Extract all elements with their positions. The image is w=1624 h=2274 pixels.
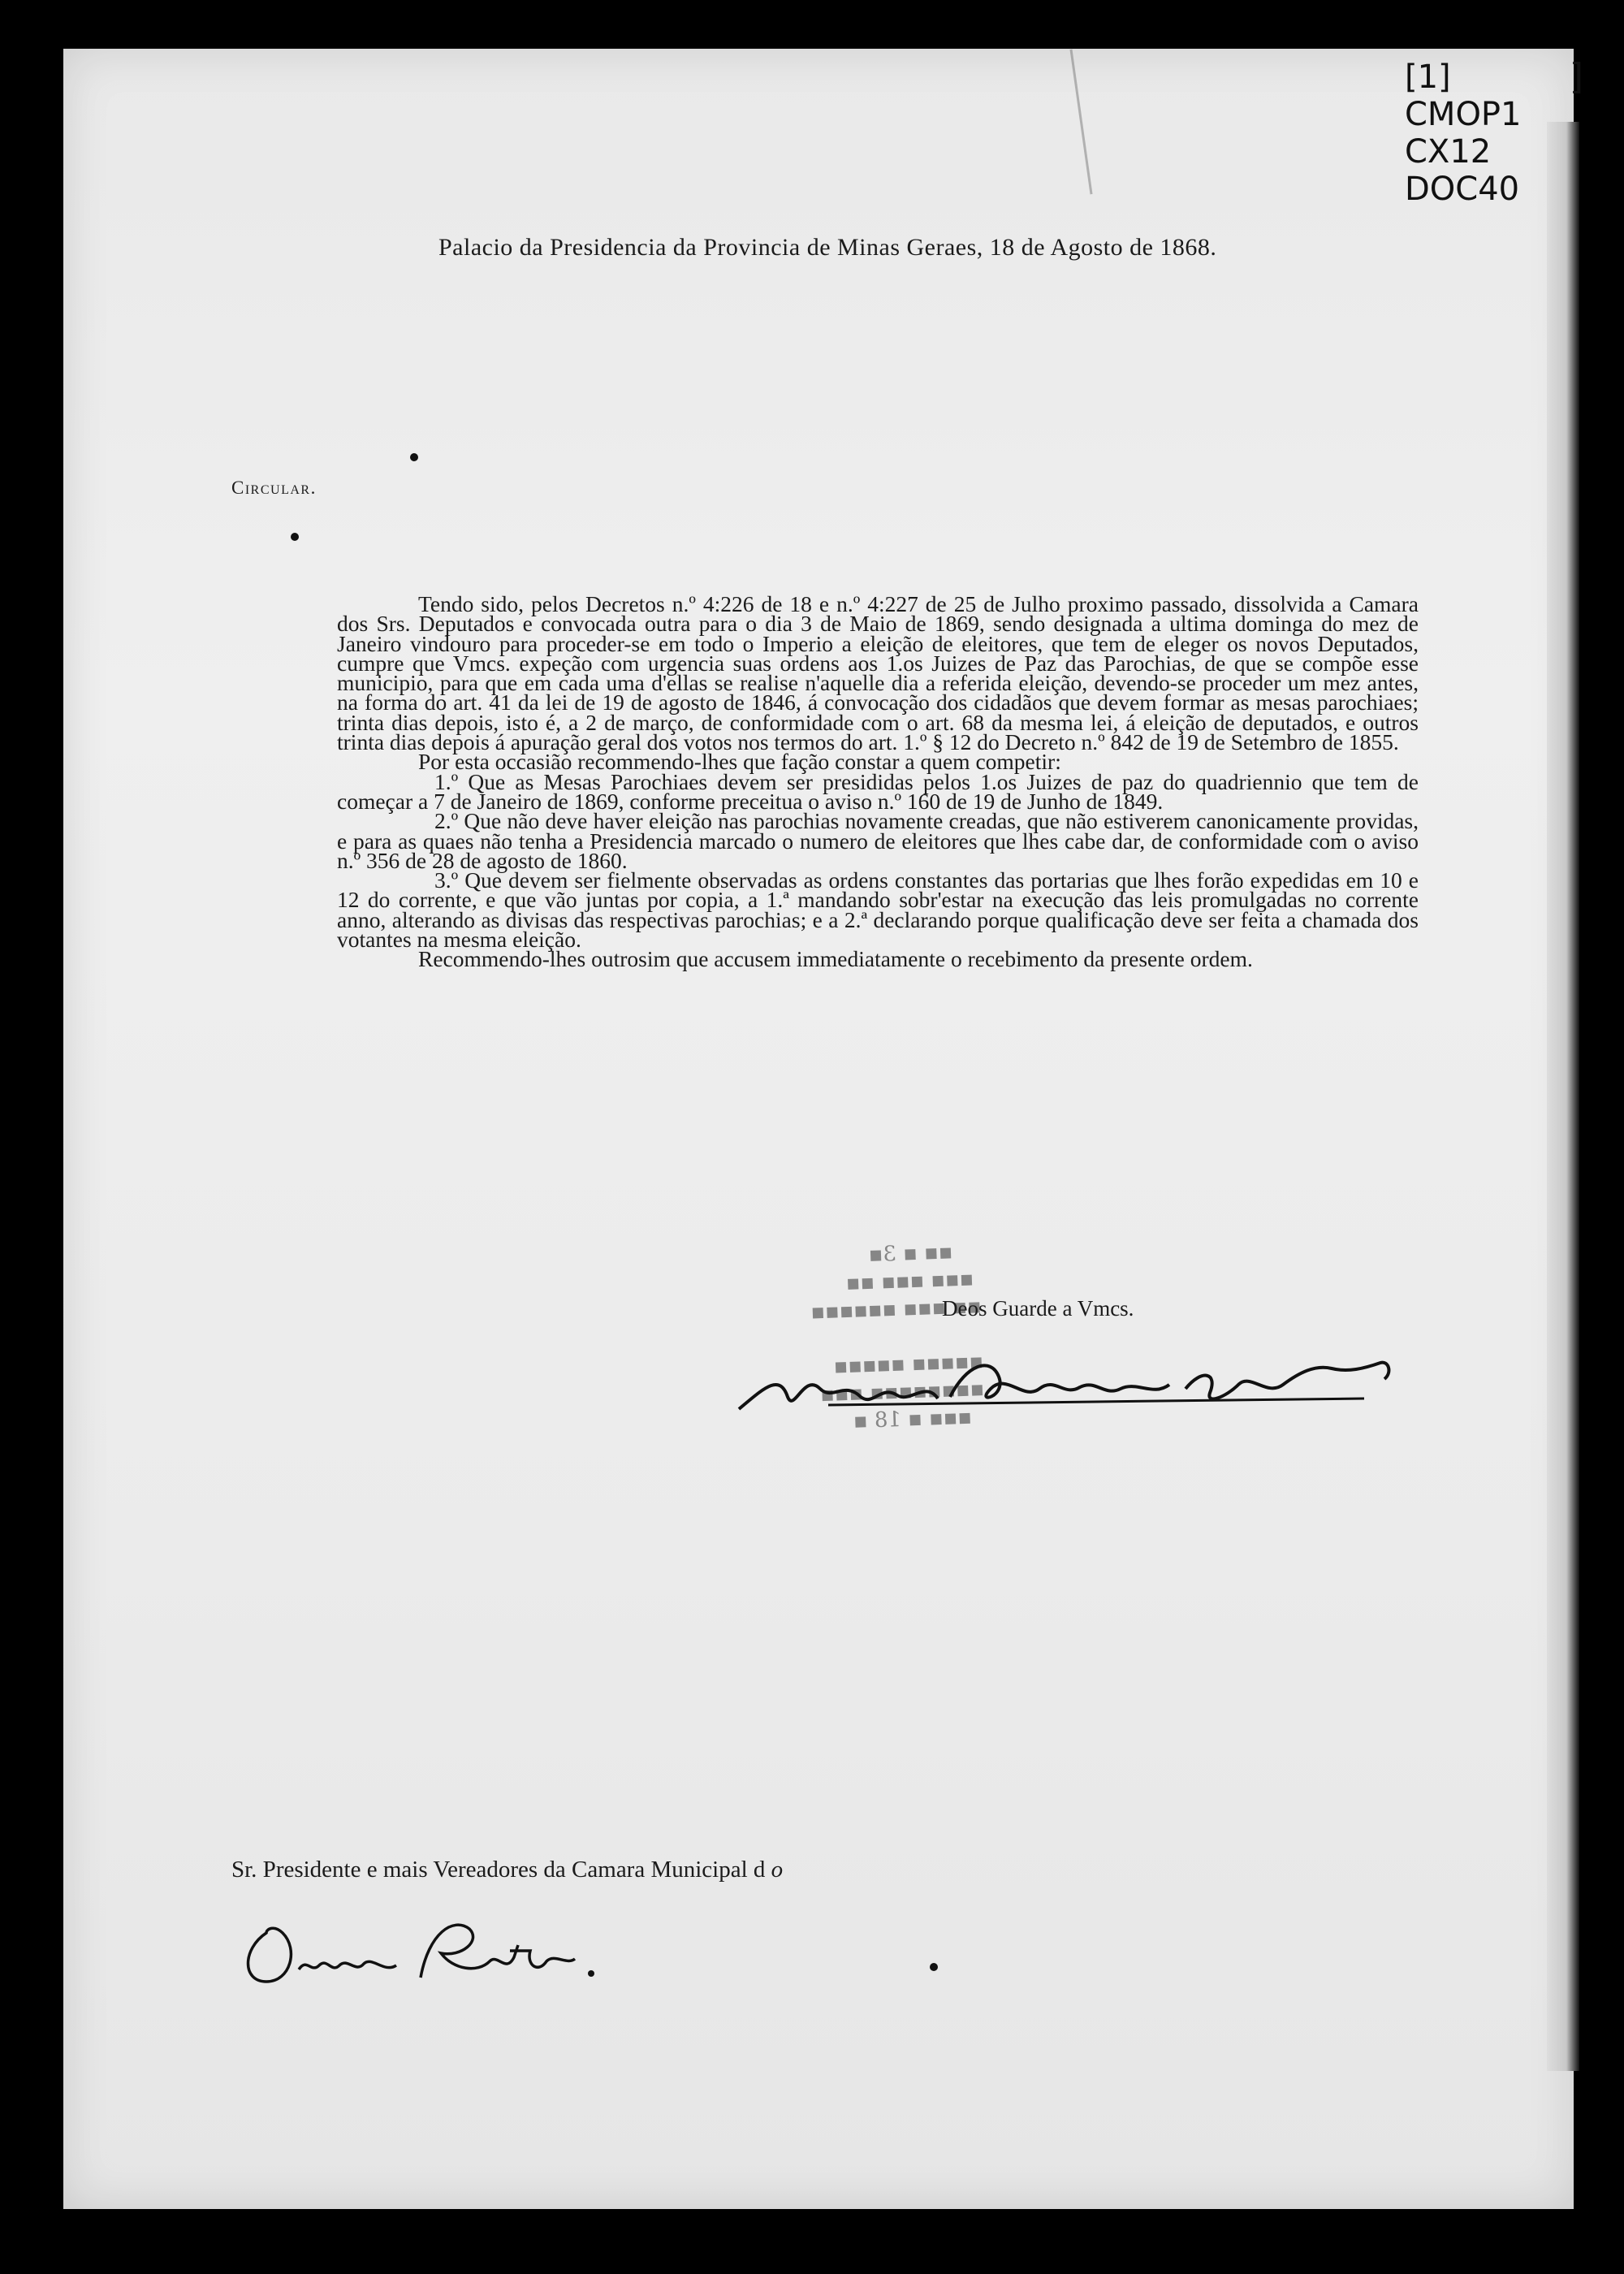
letter-body: [337, 591, 1419, 972]
addressee-printed: Sr. Presidente e mais Vereadores da Camara Municipal d: [231, 1857, 766, 1883]
bleed-through-stamp: ▪▪ ▪ 3▪ ▪▪▪ ▪▪▪ ▪▪ ▪▪ ▪▪▪ ▪▪▪▪▪▪ ▪▪▪▪▪ ▪▪▪▪▪ ▪▪▪▪▪▪▪▪ ▪▪▪ ▪▪▪ ▪ 18 ▪: [810, 1239, 986, 1434]
circular-label: Circular.: [231, 478, 317, 498]
paragraph-3: Recommendo-lhes outrosim que accusem immediatamente o recebimento da presente ordem.: [418, 946, 1253, 972]
addressee-handwritten-suffix: o: [771, 1857, 784, 1883]
place-date-line: Palacio da Presidencia da Provincia de Minas Geraes, 18 de Agosto de 1868.: [438, 234, 1217, 261]
page-edge: [1547, 122, 1579, 2071]
handwritten-signature: [731, 1340, 1405, 1429]
ink-dot: [930, 1963, 938, 1971]
list-item-2: 2.º Que não deve haver eleição nas parochias novamente creadas, que não estiverem canonicamente providas, e para as quaes não tenha a Presidencia marcado o numero de eleitores que lhes cabe dar, de conformidade com o aviso n.º 356 de 28 de agosto de 1860.: [337, 808, 1419, 873]
list-item-1: 1.º Que as Mesas Parochiaes devem ser presididas pelos 1.os Juizes de paz do quadriennio que tem de começar a 7 de Janeiro de 1869, conforme preceitua o aviso n.º 160 de 19 de Junho de 1849.: [337, 768, 1419, 814]
handwritten-place-name: [234, 1900, 624, 2006]
ink-dot: [291, 533, 299, 541]
archive-bracket: [1]: [1405, 58, 1451, 96]
closing-formula: Deos Guarde a Vmcs.: [942, 1296, 1134, 1321]
document-page: [63, 49, 1574, 2209]
archive-reference-mark: [1405, 56, 1583, 208]
archive-line-1: CMOP1: [1405, 96, 1522, 133]
ink-dot: [410, 453, 418, 461]
archive-line-2: CX12: [1405, 133, 1492, 171]
paragraph-2: Por esta occasião recommendo-lhes que fação constar a quem competir:: [418, 749, 1061, 775]
archive-line-3: DOC40: [1405, 171, 1520, 208]
addressee-line: [231, 1857, 783, 1883]
paragraph-1: Tendo sido, pelos Decretos n.º 4:226 de 18 e n.º 4:227 de 25 de Julho proximo passado, dissolvida a Camara dos Srs. Deputados e convocada outra para o dia 3 de Maio de 1869, sendo designada a ultima dominga do mez de Janeiro vindouro para proceder-se em todo o Imperio a eleição de eleitores, que tem de eleger os novos Deputados, cumpre que Vmcs. expeção com urgencia suas ordens aos 1.os Juizes de Paz das Parochias, de que se compõe esse municipio, para que em cada uma d'ellas se realise n'aquelle dia a referida eleição, devendo-se proceder um mez antes, na forma do art. 41 da lei de 19 de agosto de 1846, á convocação dos cidadãos que devem formar as mesas parochiaes; trinta dias depois, isto é, a 2 de março, de conformidade com o art. 68 da mesma lei, á eleição de deputados, e outros trinta dias depois á apuração geral dos votos nos termos do art. 1.º § 12 do Decreto n.º 842 de 19 de Setembro de 1855.: [337, 591, 1419, 755]
archive-end-bracket: ]: [1569, 56, 1583, 97]
list-item-3: 3.º Que devem ser fielmente observadas as ordens constantes das portarias que lhes forão expedidas em 10 e 12 do corrente, e que vão juntas por copia, a 1.ª mandando sobr'estar na execução das leis promulgadas no corrente anno, alterando as divisas das respectivas parochias; e a 2.ª declarando porque qualificação deve ser feita a chamada dos votantes na mesma eleição.: [337, 867, 1419, 953]
